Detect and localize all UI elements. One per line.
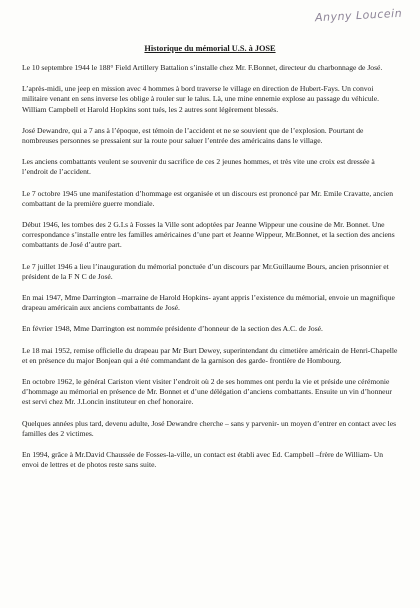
paragraph-1: Le 10 septembre 1944 le 188° Field Artillery Battalion s’installe chez Mr. F.Bonnet, directeur du charbonnage de José. bbox=[22, 63, 383, 72]
paragraph-13: En 1994, grâce à Mr.David Chaussée de Fosses-la-ville, un contact est établi avec Ed. Campbell –frère de William- Un envoi de lettres et de photos reste sans suite. bbox=[22, 450, 383, 470]
paragraph-10: Le 18 mai 1952, remise officielle du drapeau par Mr Burt Dewey, superintendant du cimetière américain de Henri-Chapelle et en présence du major Bonjean qui a été commandant de la garnison des garde- frontière de Hombourg. bbox=[22, 345, 398, 365]
document-title: Historique du mémorial U.S. à JOSE bbox=[144, 44, 276, 53]
paragraph-3: José Dewandre, qui a 7 ans à l’époque, est témoin de l’accident et ne se souvient que de l’explosion. Pourtant de nombreuses personnes se pressaient sur la route pour saluer l’entrée des américains dans le village. bbox=[22, 125, 364, 146]
paragraph-6: Début 1946, les tombes des 2 G.I.s à Fosses la Ville sont adoptées par Jeanne Wippeur une cousine de Mr. Bonnet. Une correspondance s’installe entre les familles américaines d’une part et Jeanne Wippeur, Mr.Bonnet, et la section des anciens combattants de José d’autre part. bbox=[22, 220, 395, 250]
handwritten-annotation: Anyny Loucein bbox=[314, 6, 403, 25]
paragraph-2: L’après-midi, une jeep en mission avec 4 hommes à bord traverse le village en direction de Hubert-Fays. Un convoi militaire venant en sens inverse les oblige à rouler sur le talus. Là, une mine ennemie explose au passage du véhicule. William Campbell et Harold Hopkins sont tués, les 2 autres sont légèrement blessés. bbox=[22, 84, 379, 114]
paragraph-4: Les anciens combattants veulent se souvenir du sacrifice de ces 2 jeunes hommes, et très vite une croix est dressée à l’endroit de l’accident. bbox=[22, 157, 375, 177]
paragraph-11: En octobre 1962, le général Cariston vient visiter l’endroit où 2 de ses hommes ont perdu la vie et préside une cérémonie d’hommage au mémorial en présence de Mr. Bonnet et d’une délégation d’anciens combattants. Ensuite un vin d’honneur est servi chez Mr. J.Loncin instituteur en chef honoraire. bbox=[22, 377, 392, 407]
paragraph-8: En mai 1947, Mme Darrington –marraine de Harold Hopkins- ayant appris l’existence du mémorial, envoie un magnifique drapeau américain aux anciens combattants de José. bbox=[22, 293, 395, 313]
paragraph-5: Le 7 octobre 1945 une manifestation d’hommage est organisée et un discours est prononcé par Mr. Emile Cravatte, ancien combattant de la première guerre mondiale. bbox=[22, 188, 393, 208]
paragraph-9: En février 1948, Mme Darrington est nommée présidente d’honneur de la section des A.C. de José. bbox=[22, 324, 323, 334]
paragraph-7: Le 7 juillet 1946 a lieu l’inauguration du mémorial ponctuée d’un discours par Mr.Guillaume Bours, ancien prisonnier et président de la F N C de José. bbox=[22, 261, 389, 281]
paragraph-12: Quelques années plus tard, devenu adulte, José Dewandre cherche – sans y parvenir- un moyen d’entrer en contact avec les familles des 2 victimes. bbox=[22, 418, 397, 438]
